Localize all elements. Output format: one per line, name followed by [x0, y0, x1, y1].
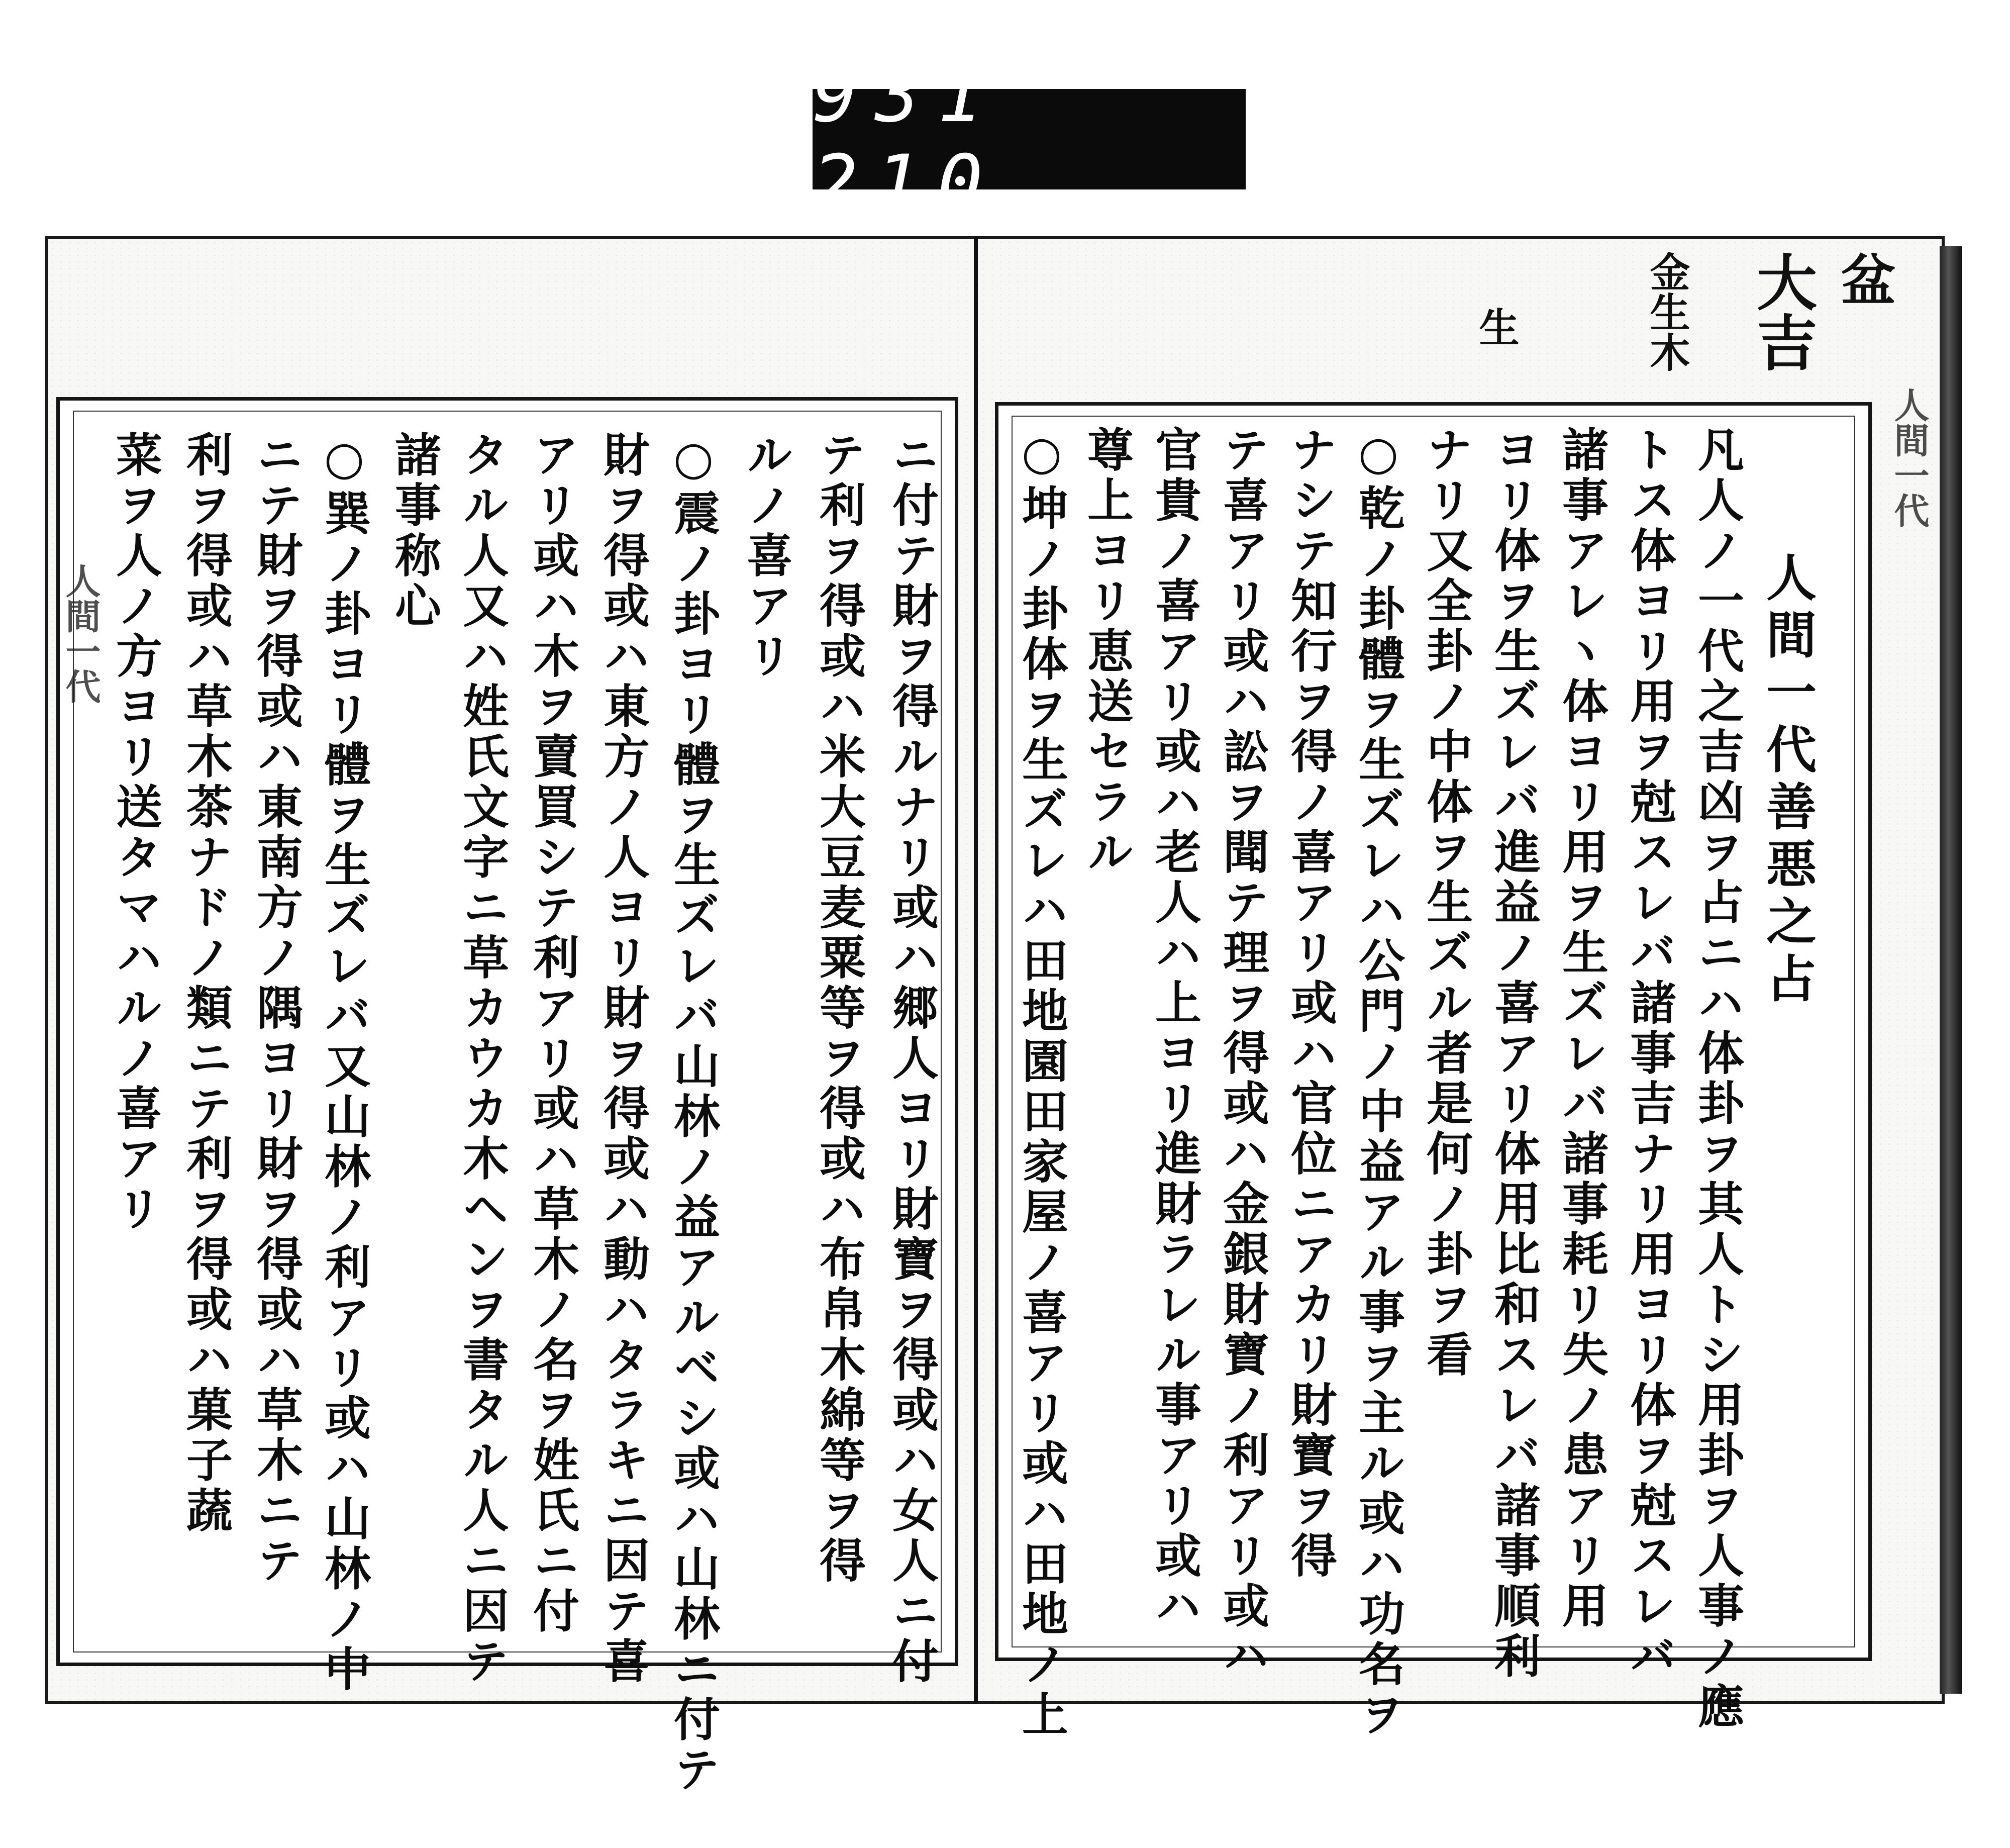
- right-col-9: テ喜アリ或ハ訟ヲ聞テ理ヲ得或ハ金銀財寶ノ利アリ或ハ: [1216, 426, 1270, 1682]
- right-col-2: 凡人ノ一代之吉凶ヲ占ニハ体卦ヲ其人トシ用卦ヲ人事ノ應: [1690, 426, 1745, 1732]
- right-col-4: 諸事アレヽ体ヨリ用ヲ生ズレバ諸事耗リ失ノ患アリ用: [1555, 426, 1609, 1632]
- corner-mark-4: 生: [1472, 307, 1520, 347]
- left-col-3: ルノ喜アリ: [739, 431, 793, 682]
- left-col-5: 財ヲ得或ハ東方ノ人ヨリ財ヲ得或ハ動ハタラキニ因テ喜: [596, 431, 650, 1687]
- left-col-6: アリ或ハ木ヲ賣買シテ利アリ或ハ草木ノ名ヲ姓氏ニ付: [526, 431, 580, 1637]
- left-col-12: 菜ヲ人ノ方ヨリ送タマハルノ喜アリ: [109, 431, 163, 1235]
- corner-mark-3: 金生木: [1643, 251, 1690, 372]
- right-margin-running-title: 人間一代: [1888, 387, 1930, 528]
- right-col-5: ヨリ体ヲ生ズレバ進益ノ喜アリ体用比和スレバ諸事順利: [1487, 426, 1541, 1682]
- right-col-7: ○乾ノ卦體ヲ生ズレハ公門ノ中益アル事ヲ主ル或ハ功名ヲ: [1351, 426, 1405, 1740]
- left-col-2: テ利ヲ得或ハ米大豆麦粟等ヲ得或ハ布帛木綿等ヲ得: [812, 431, 866, 1587]
- left-col-8: 諸事称心: [387, 431, 442, 632]
- gutter-line: [974, 236, 978, 1704]
- chapter-title: 人間一代善悪之占: [1758, 551, 1817, 1010]
- right-col-8: ナシテ知行ヲ得ノ喜アリ或ハ官位ニアカリ財寶ヲ得: [1283, 426, 1338, 1582]
- right-col-3: トス体ヨリ用ヲ尅スレバ諸事吉ナリ用ヨリ体ヲ尅スレバ: [1623, 426, 1677, 1682]
- right-col-12: ○坤ノ卦体ヲ生ズレハ田地園田家屋ノ喜アリ或ハ田地ノ上: [1015, 426, 1069, 1740]
- book-edge: [1940, 246, 1962, 1694]
- corner-marks: [1422, 241, 1896, 397]
- catalog-number: 931 210.: [813, 52, 1063, 227]
- left-col-11: 利ヲ得或ハ草木茶ナドノ類ニテ利ヲ得或ハ菓子蔬: [179, 431, 233, 1536]
- left-col-1: ニ付テ財ヲ得ルナリ或ハ郷人ヨリ財寶ヲ得或ハ女人ニ付: [885, 431, 939, 1687]
- right-col-11: 尊上ヨリ恵送セラル: [1080, 426, 1134, 878]
- left-col-10: ニテ財ヲ得或ハ東南方ノ隅ヨリ財ヲ得或ハ草木ニテ: [249, 431, 304, 1587]
- left-col-7: タル人又ハ姓氏文字ニ草カウカ木ヘンヲ書タル人ニ因テ: [455, 431, 510, 1687]
- book-spread: [45, 236, 1945, 1796]
- left-page-frame: [56, 397, 958, 1796]
- right-page-frame: [995, 402, 1872, 1740]
- right-col-6: ナリ又全卦ノ中体ヲ生ズル者是何ノ卦ヲ看: [1419, 426, 1473, 1381]
- left-margin-running-title: 人間一代: [60, 563, 102, 704]
- left-col-9: ○巽ノ卦ヨリ體ヲ生ズレバ又山林ノ利アリ或ハ山林ノ中: [317, 431, 371, 1695]
- left-col-4: ○震ノ卦ヨリ體ヲ生ズレバ山林ノ益アルベシ或ハ山林ニ付テ: [666, 431, 721, 1796]
- right-col-10: 官貴ノ喜アリ或ハ老人ハ上ヨリ進財ラレル事アリ或ハ: [1148, 426, 1202, 1632]
- corner-mark-2: 大吉: [1747, 251, 1818, 372]
- corner-mark-1: 盆: [1832, 251, 1896, 307]
- catalog-number-label: [813, 52, 1246, 227]
